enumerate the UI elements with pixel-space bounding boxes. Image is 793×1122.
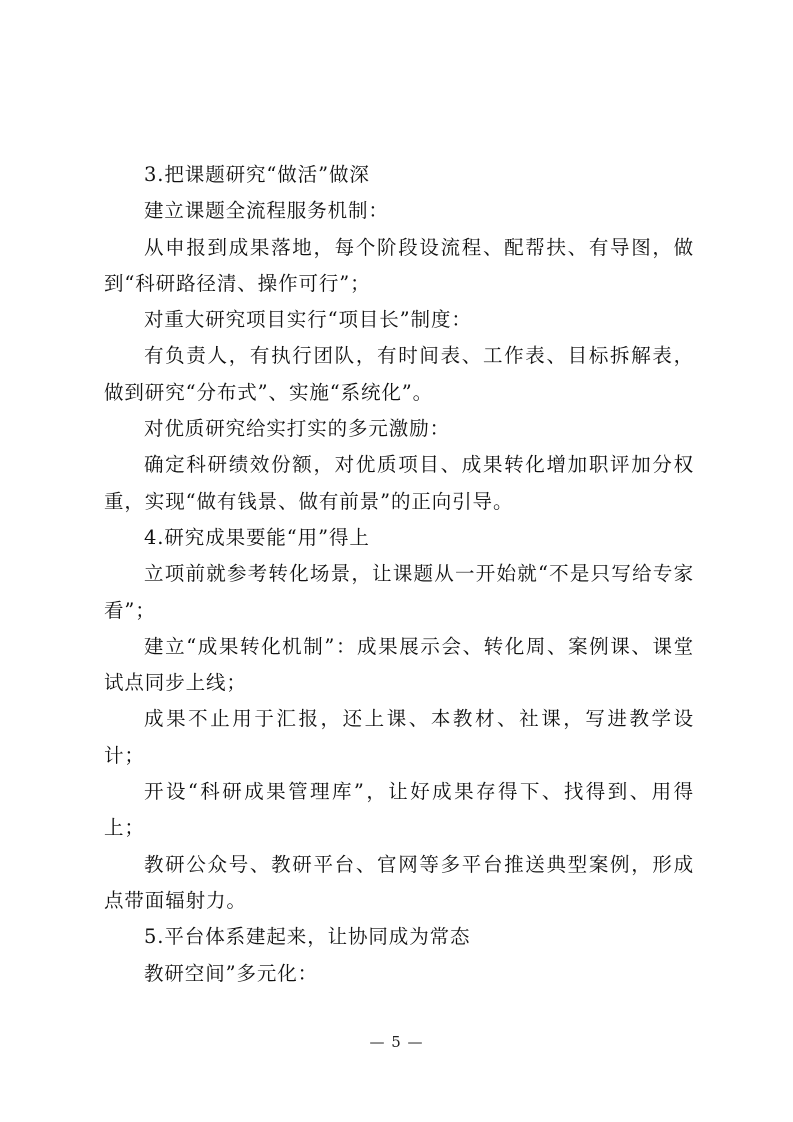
paragraph: 对优质研究给实打实的多元激励： (144, 417, 451, 441)
paragraph: 确定科研绩效份额，对优质项目、成果转化增加职评加分权重，实现“做有钱景、做有前景”的正向引导。 (104, 453, 694, 513)
section-heading-3: 3.把课题研究“做活”做深 (144, 163, 370, 186)
section-heading-5: 5.平台体系建起来，让协同成为常态 (144, 925, 471, 949)
section-heading-4: 4.研究成果要能“用”得上 (144, 525, 370, 549)
paragraph: 有负责人，有执行团队，有时间表、工作表、目标拆解表，做到研究“分布式”、实施“系统化”。 (104, 344, 694, 404)
body-text (104, 157, 694, 992)
paragraph: 对重大研究项目实行“项目长”制度： (144, 308, 472, 332)
paragraph: 从申报到成果落地，每个阶段设流程、配帮扶、有导图，做到“科研路径清、操作可行”； (104, 235, 694, 295)
paragraph: 建立“成果转化机制”：成果展示会、转化周、案例课、课堂试点同步上线； (104, 634, 694, 695)
paragraph: 立项前就参考转化场景，让课题从一开始就“不是只写给专家看”； (104, 562, 694, 622)
paragraph: 建立课题全流程服务机制： (144, 199, 389, 223)
paragraph: 开设“科研成果管理库”，让好成果存得下、找得到、用得上； (104, 780, 694, 840)
paragraph: 教研公众号、教研平台、官网等多平台推送典型案例，形成点带面辐射力。 (104, 852, 694, 912)
paragraph: 教研空间”多元化： (144, 961, 319, 985)
page-number: — 5 — (369, 1033, 424, 1051)
paragraph: 成果不止用于汇报，还上课、本教材、社课，写进教学设计； (104, 707, 694, 767)
